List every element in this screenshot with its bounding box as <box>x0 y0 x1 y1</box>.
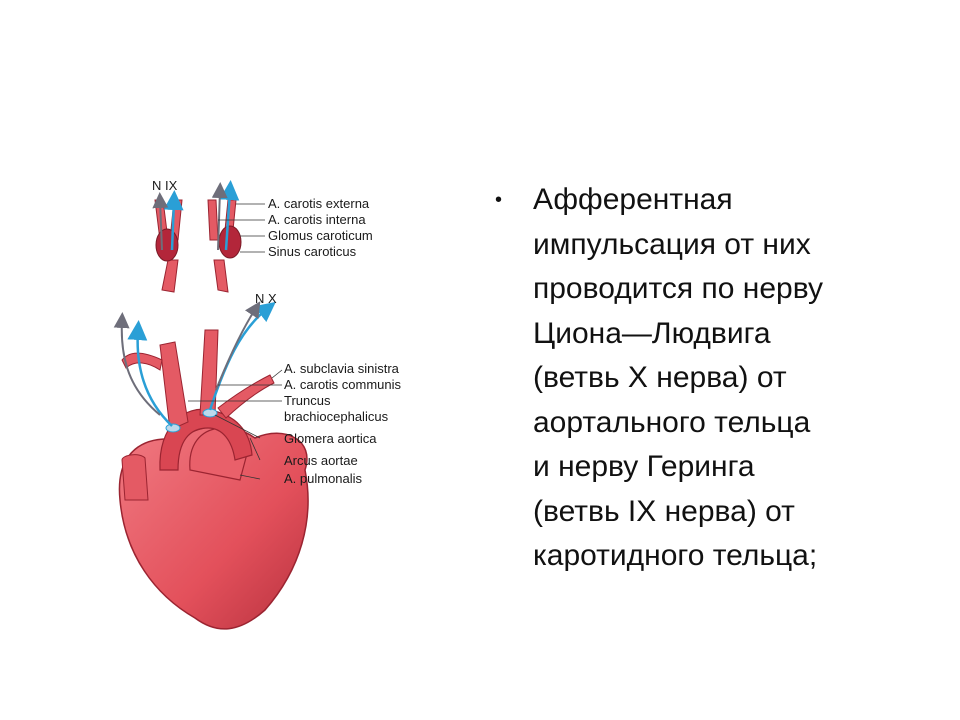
label-glomus-caroticum: Glomus caroticum <box>268 228 373 243</box>
left-glomus <box>219 226 241 258</box>
label-pulmonalis: A. pulmonalis <box>284 471 363 486</box>
bullet-text: Афферентная импульсация от них проводится по нерву Циона—Людвига (ветвь X нерва) от аортального тельца и нерву Геринга (ветвь IX нерва) от каротидного тельца; <box>533 183 823 572</box>
glomera-aortica-left <box>166 424 180 432</box>
aorta-stub <box>122 455 148 500</box>
label-carotis-interna: A. carotis interna <box>268 212 366 227</box>
bullet-symbol: • <box>495 189 503 211</box>
right-carotid-lower <box>162 260 178 292</box>
right-glomus <box>156 229 178 261</box>
diagram-svg <box>100 170 440 640</box>
glomera-aortica-right <box>203 409 217 417</box>
label-subclavia-sinistra: A. subclavia sinistra <box>284 361 399 376</box>
label-sinus-caroticus: Sinus caroticus <box>268 244 357 259</box>
label-brachiocephalicus: brachiocephalicus <box>284 409 389 424</box>
label-carotis-externa: A. carotis externa <box>268 196 370 211</box>
label-arcus-aortae: Arcus aortae <box>284 453 358 468</box>
left-carotid-branch-l <box>208 200 218 240</box>
heart-baroreceptor-diagram <box>100 170 440 640</box>
label-glomera-aortica: Glomera aortica <box>284 431 377 446</box>
left-carotid-lower <box>214 260 228 292</box>
nerve-label-n-x: N X <box>255 291 277 306</box>
left-subclavian <box>218 375 274 418</box>
left-carotis-communis <box>200 330 218 415</box>
nerve-label-n-ix: N IX <box>152 178 178 193</box>
label-truncus: Truncus <box>284 393 331 408</box>
label-carotis-communis: A. carotis communis <box>284 377 402 392</box>
